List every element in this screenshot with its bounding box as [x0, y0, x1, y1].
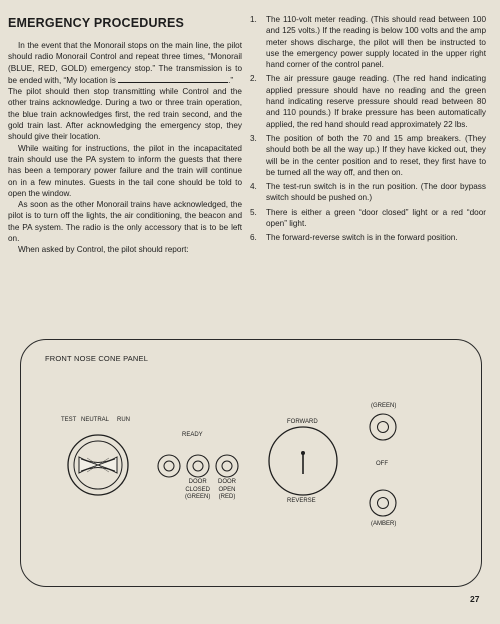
- panel-drawing: [21, 340, 483, 588]
- green-light-icon: [370, 414, 396, 440]
- door-closed-line: CLOSED: [185, 486, 211, 493]
- panel-title: FRONT NOSE CONE PANEL: [45, 354, 149, 363]
- reverse-label: REVERSE: [287, 498, 316, 504]
- item-text: The forward-reverse switch is in the forward position.: [266, 233, 458, 243]
- paragraph-emergency-stop: [8, 40, 242, 86]
- list-item: [250, 232, 486, 243]
- list-item: [250, 14, 486, 70]
- item-number: 4.: [250, 182, 257, 192]
- item-text: The position of both the 70 and 15 amp breakers. (They should both be all the way up.) If they have kicked out, they will be in the center position and to reset, they first have to be turned all the way off, and then on.: [266, 133, 486, 177]
- ready-label: READY: [182, 432, 203, 438]
- item-number: 6.: [250, 233, 257, 243]
- ready-light-icon: [158, 455, 180, 477]
- amber-label: (AMBER): [371, 521, 397, 527]
- item-text: The 110-volt meter reading. (This should read between 100 and 125 volts.) If the reading is below 100 volts and the amp meter shows discharge, the pilot will then be instructed to use the emergency power supply located in the upper right hand corner of the control panel.: [266, 15, 486, 70]
- list-item: [250, 181, 486, 204]
- neutral-label: NEUTRAL: [81, 417, 110, 423]
- location-blank: [118, 74, 228, 83]
- door-open-label: [218, 479, 236, 502]
- paragraph-report: When asked by Control, the pilot should report:: [18, 245, 189, 255]
- paragraph-text: .”: [228, 75, 234, 85]
- left-column: [8, 16, 242, 256]
- paragraph-pa-system: While waiting for instructions, the pilot in the incapacitated train should use the PA system to inform the guests that there has been a temporary power failure and the train will continue on in a few minutes. Guests in the tail cone should be told to open the window.: [8, 143, 242, 198]
- door-closed-line: DOOR: [188, 479, 207, 485]
- paragraph-acknowledge: The pilot should then stop transmitting while Control and the other trains acknowledge. During a two or three train operation, the blue train acknowledges first, the red train second, and the gold train last. After acknowledging the emergency stop, they should give their location.: [8, 87, 242, 142]
- door-open-line: OPEN: [218, 486, 236, 493]
- item-number: 5.: [250, 207, 257, 217]
- door-closed-line: (GREEN): [185, 494, 211, 500]
- paragraph-text: In the event that the Monorail stops on the main line, the pilot should radio Monorail Control and repeat three times, “Monorail (BLUE, RED, GOLD) emergency stop.” The transmission is to be ended with, “My location is: [8, 41, 242, 85]
- paragraph-accessories: As soon as the other Monorail trains have acknowledged, the pilot is to turn off the lights, the air conditioning, the beacon and the PA system. The radio is the only accessory that is to be left on.: [8, 200, 242, 244]
- door-open-light-icon: [216, 455, 238, 477]
- item-text: There is either a green “door closed” light or a red “door open” light.: [266, 207, 486, 229]
- door-open-line: DOOR: [218, 479, 236, 485]
- report-list: [250, 14, 486, 244]
- amber-light-icon: [370, 490, 396, 516]
- door-closed-light-icon: [187, 455, 209, 477]
- forward-label: FORWARD: [287, 419, 318, 425]
- door-open-line: (RED): [218, 494, 236, 500]
- front-nose-cone-panel: [20, 339, 482, 587]
- section-title: EMERGENCY PROCEDURES: [8, 16, 185, 30]
- item-text: The air pressure gauge reading. (The red hand indicating applied pressure should have no reading and the green hand indicating reserve pressure should read between 80 and 110 pounds.) If brake pressure has been automatically applied, the red hand should read approximately 22 lbs.: [266, 74, 486, 129]
- list-item: [250, 73, 486, 129]
- list-item: [250, 133, 486, 178]
- right-column: [250, 14, 486, 247]
- test-run-selector-icon: [68, 435, 128, 495]
- test-label: TEST: [61, 417, 77, 423]
- page-number: 27: [470, 594, 480, 604]
- off-label: OFF: [376, 461, 388, 467]
- item-number: 2.: [250, 74, 257, 84]
- green-label: (GREEN): [371, 403, 397, 409]
- door-closed-label: [185, 479, 210, 502]
- item-number: 1.: [250, 15, 257, 24]
- run-label: RUN: [117, 417, 130, 423]
- list-item: [250, 207, 486, 230]
- item-number: 3.: [250, 133, 257, 143]
- forward-reverse-switch-icon: [269, 427, 337, 495]
- item-text: The test-run switch is in the run position. (The door bypass switch should be pushed on.): [266, 182, 486, 203]
